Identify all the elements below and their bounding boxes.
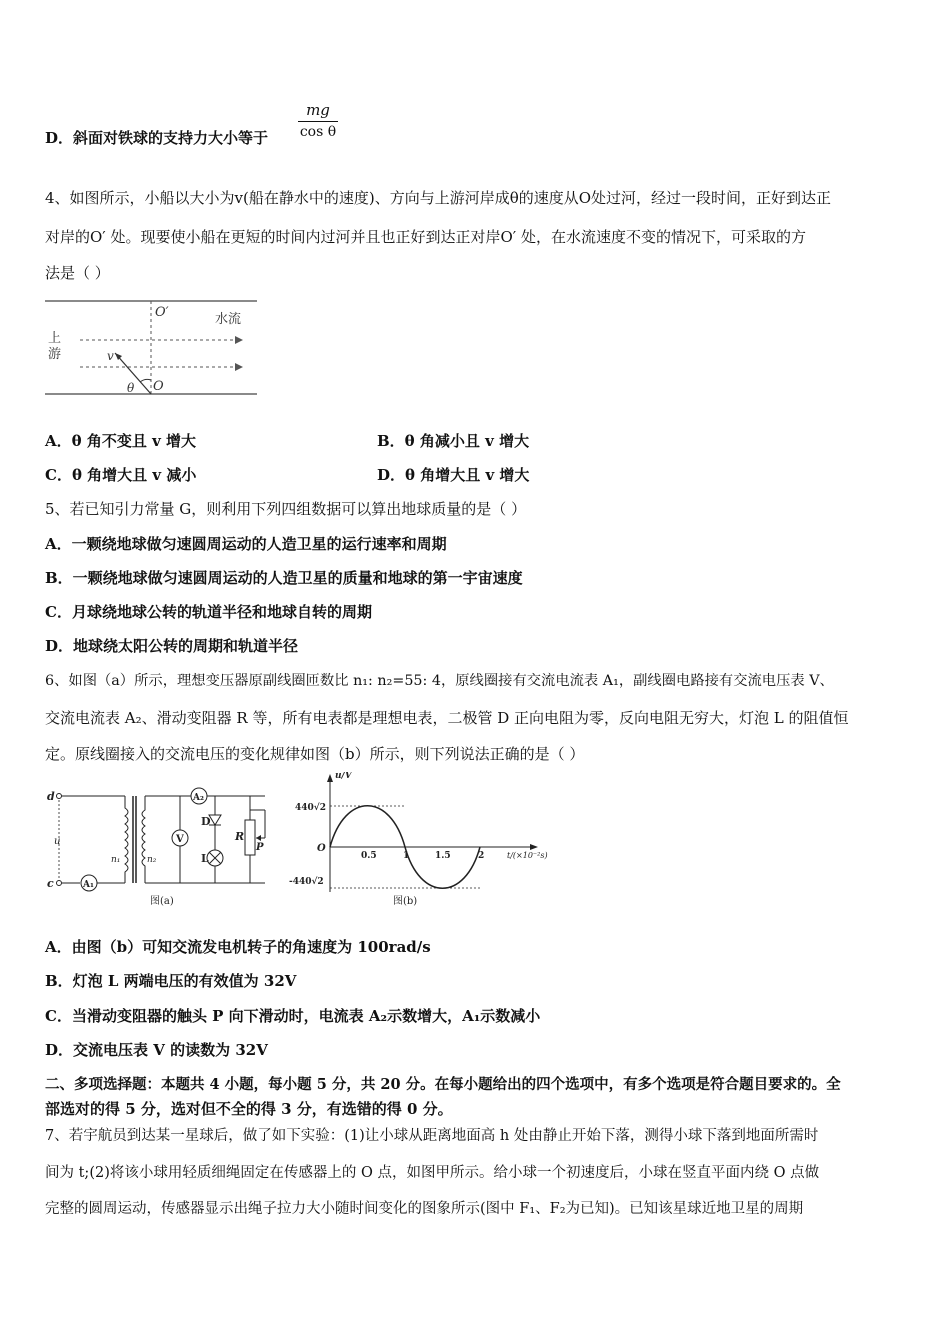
q3-fraction: [298, 101, 338, 140]
q5-option-a: A．一颗绕地球做匀速圆周运动的人造卫星的运行速率和周期: [45, 535, 447, 553]
x-tick-0.5: 0.5: [361, 851, 377, 861]
resistor-r: R: [235, 830, 245, 843]
q6-option-d: D．交流电压表 V 的读数为 32V: [45, 1041, 268, 1059]
upstream-label-1: 上: [48, 331, 62, 346]
q4-stem-line1: 4、如图所示，小船以大小为v(船在静水中的速度)、方向与上游河岸成θ的速度从O处过河，经过一段时间，正好到达正: [45, 189, 832, 207]
slider-p: P: [256, 842, 264, 853]
q3-option-d: D．斜面对铁球的支持力大小等于: [45, 129, 269, 147]
q4-option-d: D．θ 角增大且 v 增大: [377, 466, 530, 484]
q5-option-b: B．一颗绕地球做匀速圆周运动的人造卫星的质量和地球的第一宇宙速度: [45, 569, 523, 587]
terminal-d: d: [47, 790, 55, 803]
q6-option-a: A．由图（b）可知交流发电机转子的角速度为 100rad/s: [45, 938, 431, 956]
q7-stem-line3: 完整的圆周运动，传感器显示出绳子拉力大小随时间变化的图象所示(图中 F₁、F₂为已知)。已知该星球近地卫星的周期: [45, 1201, 804, 1217]
q6-circuit-figure: [45, 780, 275, 910]
y-axis-label: u/V: [335, 772, 352, 781]
n1-label: n₁: [111, 855, 121, 865]
q4-stem-line3: 法是（ ）: [45, 264, 110, 282]
section2-header-line2: 部选对的得 5 分，选对但不全的得 3 分，有选错的得 0 分。: [45, 1100, 453, 1118]
q6-option-b: B．灯泡 L 两端电压的有效值为 32V: [45, 972, 297, 990]
q4-option-a: A．θ 角不变且 v 增大: [45, 432, 197, 450]
x-tick-2: 2: [478, 851, 485, 861]
theta-label: θ: [127, 381, 135, 395]
lamp-l: L: [201, 852, 209, 865]
q7-stem-line2: 间为 t;(2)将该小球用轻质细绳固定在传感器上的 O 点，如图甲所示。给小球一个初速度后，小球在竖直平面内绕 O 点做: [45, 1165, 820, 1181]
fraction-numerator: mg: [306, 101, 330, 119]
q7-stem-line1: 7、若宇航员到达某一星球后，做了如下实验：(1)让小球从距离地面高 h 处由静止开始下落，测得小球下落到地面所需时: [45, 1128, 819, 1144]
fraction-bar: [298, 121, 338, 122]
q6-voltage-graph: [285, 772, 555, 912]
x-tick-1: 1: [403, 851, 410, 861]
figure-a-caption: 图(a): [150, 896, 174, 907]
ammeter-a1: A₁: [83, 880, 94, 890]
q6-stem-line3: 定。原线圈接入的交流电压的变化规律如图（b）所示，则下列说法正确的是（ ）: [45, 745, 585, 763]
voltmeter-v: V: [176, 834, 184, 845]
y-max-label: 440√2: [295, 803, 326, 813]
q6-stem-line1: 6、如图（a）所示，理想变压器原副线圈匝数比 n₁: n₂=55: 4，原线圈接有交流电流表 A₁，副线圈电路接有交流电压表 V、: [45, 673, 834, 689]
q5-option-c: C．月球绕地球公转的轨道半径和地球自转的周期: [45, 603, 372, 621]
o-prime-label: O′: [155, 305, 169, 320]
n2-label: n₂: [147, 855, 157, 865]
q4-river-figure: [45, 298, 260, 398]
q4-stem-line2: 对岸的O′ 处。现要使小船在更短的时间内过河并且也正好到达正对岸O′ 处，在水流速度不变的情况下，可采取的方: [45, 228, 806, 246]
terminal-c: c: [47, 877, 54, 890]
q6-stem-line2: 交流电流表 A₂、滑动变阻器 R 等，所有电表都是理想电表，二极管 D 正向电阻为零，反向电阻无穷大，灯泡 L 的阻值恒: [45, 709, 849, 727]
x-tick-1.5: 1.5: [435, 851, 451, 861]
water-flow-label: 水流: [215, 312, 242, 327]
q4-option-b: B．θ 角减小且 v 增大: [377, 432, 530, 450]
ammeter-a2: A₂: [193, 793, 204, 803]
q4-option-c: C．θ 角增大且 v 减小: [45, 466, 197, 484]
origin-label: O: [317, 843, 326, 854]
q6-option-c: C．当滑动变阻器的触头 P 向下滑动时，电流表 A₂示数增大，A₁示数减小: [45, 1007, 541, 1025]
y-min-label: -440√2: [289, 877, 324, 887]
section2-header-line1: 二、多项选择题：本题共 4 小题，每小题 5 分，共 20 分。在每小题给出的四个选项中，有多个选项是符合题目要求的。全: [45, 1076, 841, 1093]
fraction-denominator: cos θ: [299, 124, 337, 140]
upstream-label-2: 游: [48, 347, 62, 362]
diode-d: D: [201, 815, 211, 828]
v-label: v: [107, 349, 114, 363]
q5-stem: 5、若已知引力常量 G，则利用下列四组数据可以算出地球质量的是（ ）: [45, 500, 527, 518]
q5-option-d: D．地球绕太阳公转的周期和轨道半径: [45, 637, 299, 655]
u-label: u: [54, 836, 61, 847]
figure-b-caption: 图(b): [393, 896, 418, 907]
o-label: O: [153, 379, 164, 394]
x-axis-label: t/(×10⁻²s): [507, 851, 548, 860]
